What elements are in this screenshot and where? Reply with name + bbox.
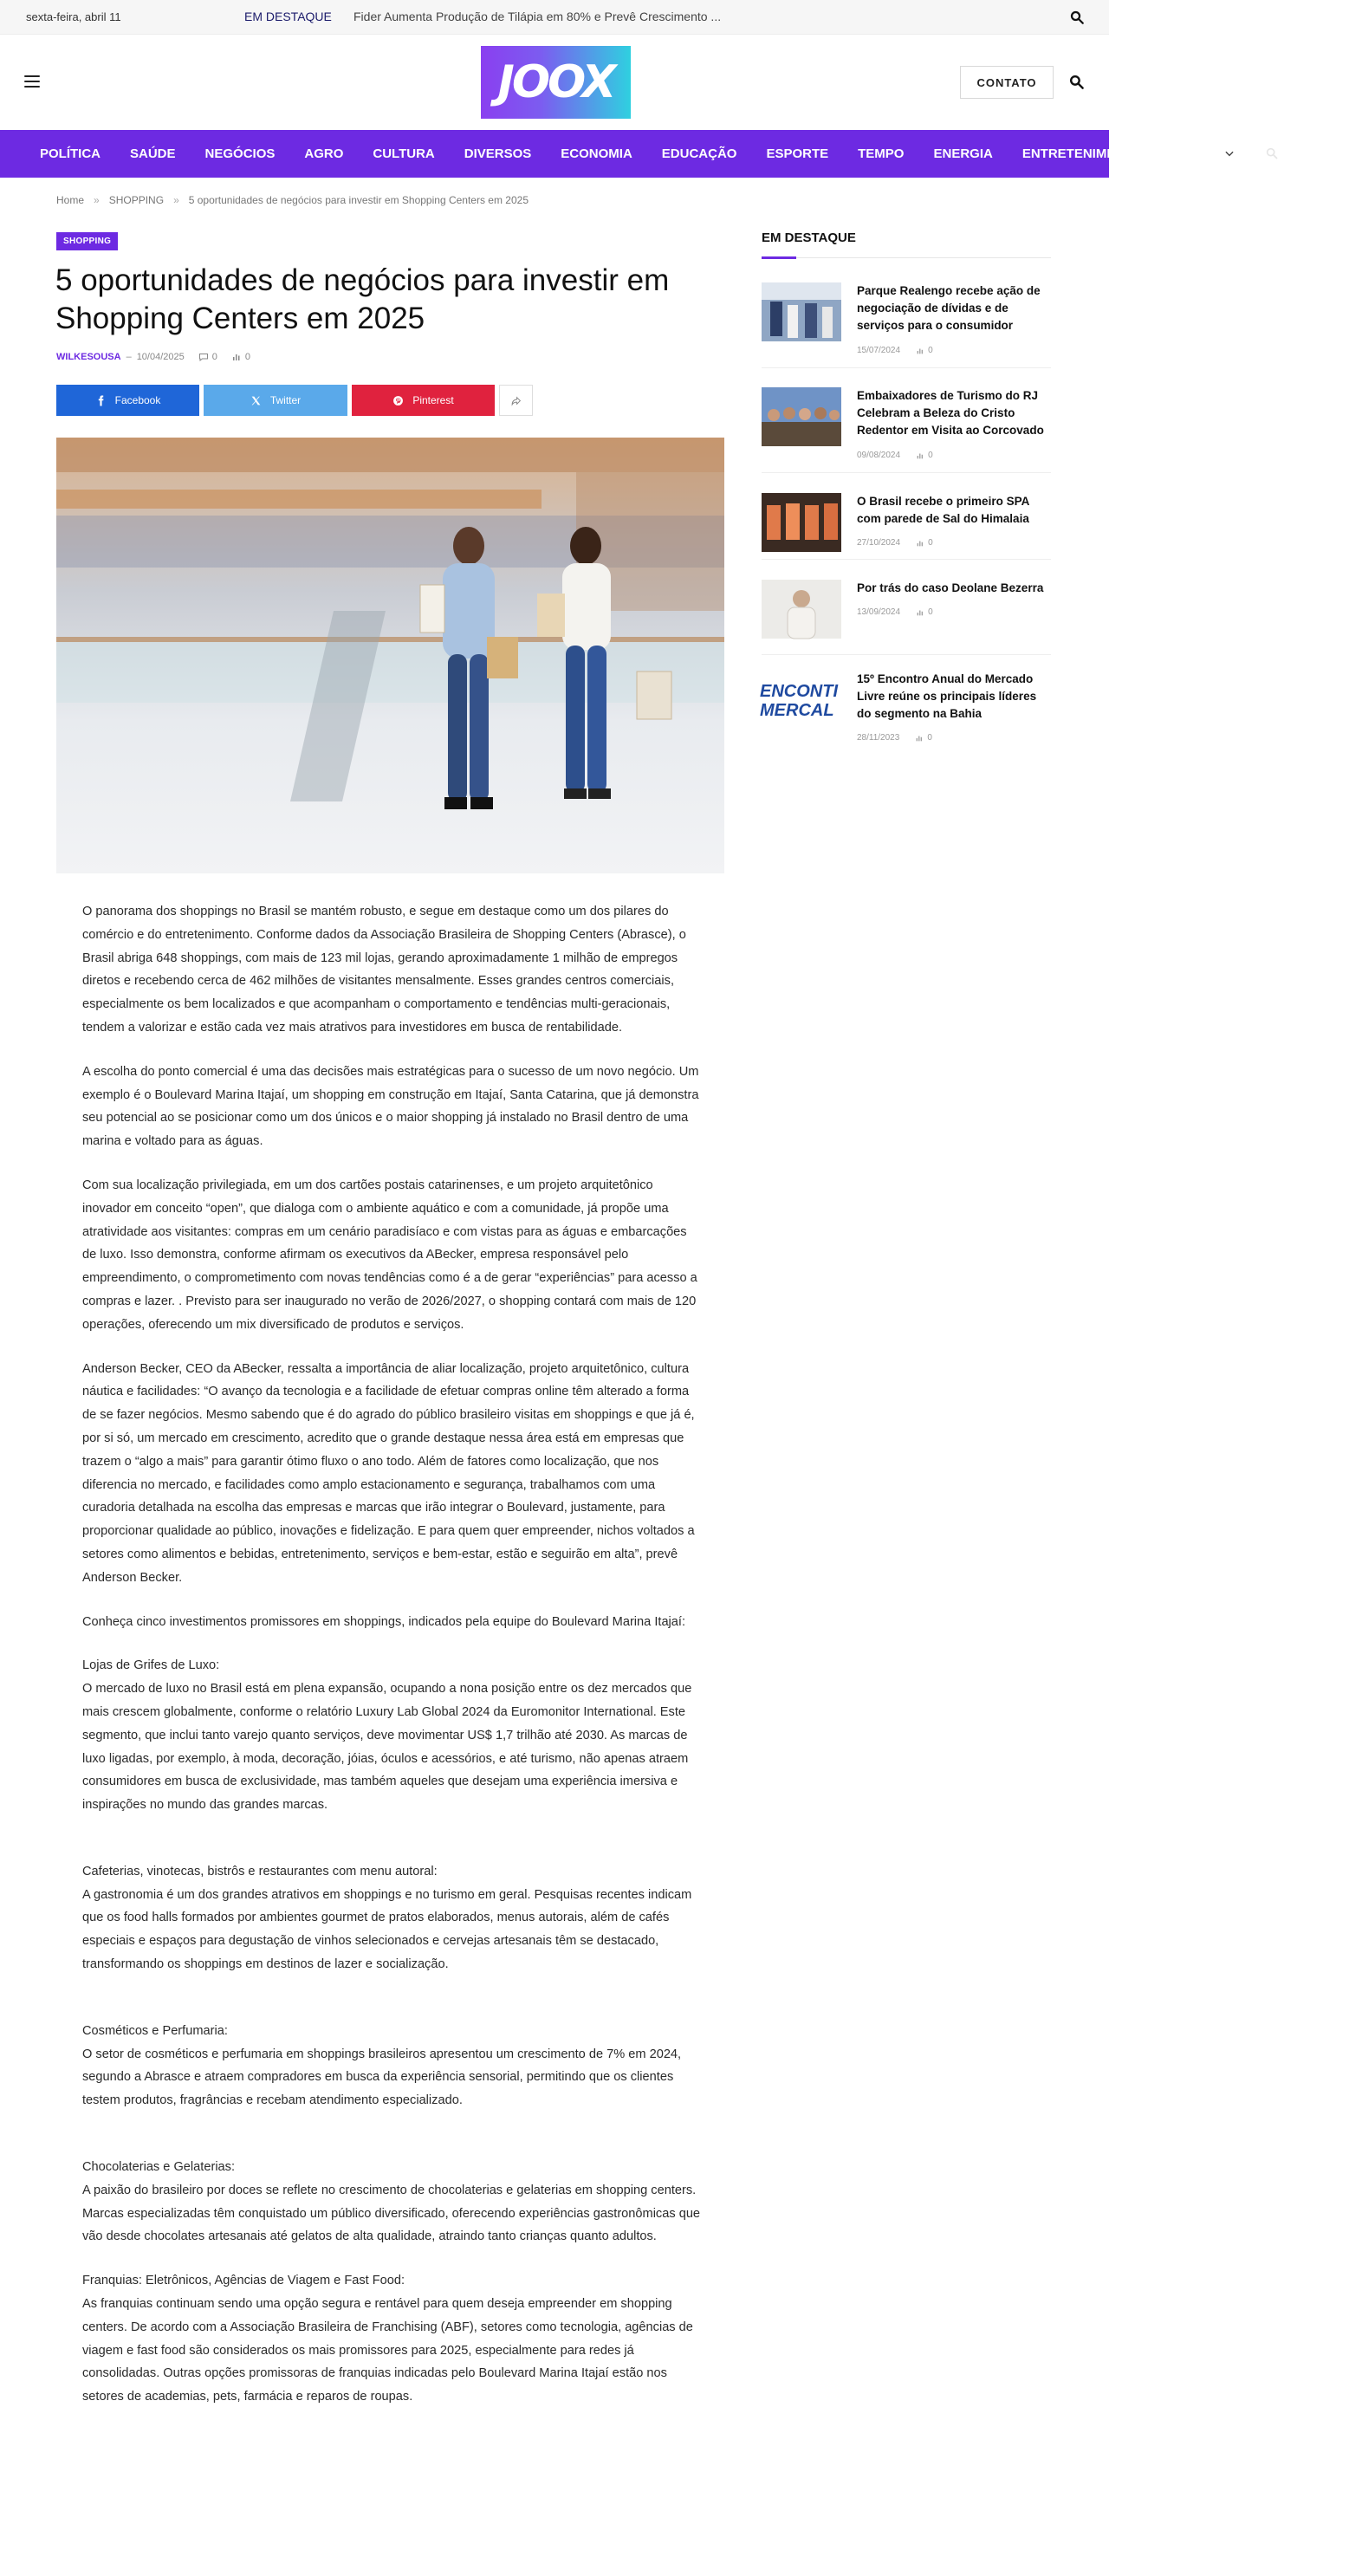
post-thumbnail[interactable]: [762, 671, 841, 730]
divider: [762, 654, 1051, 655]
section-heading: Franquias: Eletrônicos, Agências de Viagem e Fast Food:: [82, 2274, 405, 2288]
post-title[interactable]: Embaixadores de Turismo do RJ Celebram a Beleza do Cristo Redentor em Visita ao Corcovado: [857, 389, 1044, 437]
shopping-mall-photo: [56, 438, 724, 873]
logo-text: JOOX: [497, 56, 614, 108]
x-twitter-icon: [250, 395, 262, 406]
article-paragraph: Anderson Becker, CEO da ABecker, ressalta a importância de aliar localização, projeto arquitetônico, cultura náutica e facilidades: “O avanço da tecnologia e a facilidade de efetuar compras online têm alterado a forma de se fazer negócios. Mesmo sabendo que é do agrado do público brasileiro visitas em shoppings e que já é, por si só, um mercado em crescimento, acredito que o grande destaque nessa área está em empresas que trazem o “algo a mais” para garantir ótimo fluxo o ano todo. Além de fatores como localização, que nos diferencia no mercado, e facilidades como amplo estacionamento e segurança, trabalhamos com uma curadoria detalhada na escolha das empresas e marcas que irão integrar o Boulevard, justamente, para proporcionar qualidade ao público, inovações e fidelização. E para quem quer empreender, nichos voltados a setores como alimentos e bebidas, entretenimento, serviços e bem-estar, estão e seguirão em alta”, prevê Anderson Becker.: [82, 1361, 695, 1585]
breadcrumb: Home » SHOPPING » 5 oportunidades de negócios para investir em Shopping Centers em 2025: [56, 194, 529, 206]
nav-item-agro[interactable]: AGRO: [304, 146, 344, 161]
sidebar-post[interactable]: [762, 671, 1051, 750]
main-nav: [0, 130, 1143, 178]
breadcrumb-current: 5 oportunidades de negócios para investir em Shopping Centers em 2025: [188, 194, 529, 206]
post-date: 15/07/2024: [857, 346, 901, 355]
nav-item-energia[interactable]: ENERGIA: [933, 146, 993, 161]
divider-accent: [762, 256, 796, 259]
post-date: 13/09/2024: [857, 607, 901, 617]
post-views: 0: [928, 451, 933, 460]
post-title[interactable]: O Brasil recebe o primeiro SPA com parede de Sal do Himalaia: [857, 495, 1029, 525]
post-title[interactable]: 15º Encontro Anual do Mercado Livre reúne os principais líderes do segmento na Bahia: [857, 672, 1037, 720]
nav-item-economia[interactable]: ECONOMIA: [561, 146, 632, 161]
breadcrumb-category[interactable]: SHOPPING: [108, 194, 165, 206]
post-meta: [857, 733, 932, 743]
sidebar-post[interactable]: [762, 580, 1051, 642]
post-date: 09/08/2024: [857, 451, 901, 460]
article-paragraph: Conheça cinco investimentos promissores em shoppings, indicados pela equipe do Boulevard Marina Itajaí:: [82, 1614, 686, 1629]
views-icon: [916, 539, 924, 548]
nav-item-esporte[interactable]: ESPORTE: [766, 146, 829, 161]
search-icon[interactable]: [1068, 74, 1085, 90]
comment-icon[interactable]: [198, 352, 209, 362]
contact-button[interactable]: CONTATO: [960, 66, 1054, 99]
top-bar: [0, 0, 1109, 35]
article-paragraph: Com sua localização privilegiada, em um dos cartões postais catarinenses, e um projeto arquitetônico inovador em conceito “open”, que dialoga com o ambiente aquático e com a comunidade, já propõe uma atratividade aos visitantes: compras em um cenário paradisíaco e com vistas para as águas e embarcações de luxo. Isso demonstra, conforme afirmam os executivos da ABecker, empresa responsável pelo empreendimento, o comprometimento com novas tendências como é a de gerar “experiências” para acesso a compras e lazer. . Previsto para ser inaugurado no verão de 2026/2027, o shopping contará com mais de 120 operações, oferecendo um mix diversificado de produtos e serviços.: [82, 1178, 697, 1332]
section-heading: Cosméticos e Perfumaria:: [82, 2023, 228, 2038]
post-thumbnail[interactable]: [762, 282, 841, 341]
post-views: 0: [927, 733, 932, 743]
post-date: 27/10/2024: [857, 538, 901, 548]
nav-item-diversos[interactable]: DIVERSOS: [464, 146, 532, 161]
section-text: O setor de cosméticos e perfumaria em shoppings brasileiros apresentou um crescimento de 7% em 2024, segundo a Abrasce e atraem compradores em busca da experiência sensorial, permitindo que os clientes testem produtos, fragrâncias e recebam atendimento especializado.: [82, 2047, 682, 2108]
facebook-icon: [95, 395, 107, 406]
post-meta: [857, 607, 933, 617]
views-icon: [916, 451, 924, 460]
post-title[interactable]: Por trás do caso Deolane Bezerra: [857, 581, 1044, 594]
site-logo[interactable]: [481, 46, 631, 119]
post-meta: [857, 538, 933, 548]
chevron-down-icon[interactable]: [1223, 147, 1236, 159]
sidebar-post[interactable]: [762, 282, 1051, 355]
post-thumbnail[interactable]: [762, 493, 841, 552]
category-badge[interactable]: SHOPPING: [56, 232, 118, 250]
article-meta: WILKESOUSA – 10/04/2025 0 0: [56, 352, 250, 362]
sidebar-post[interactable]: [762, 493, 1051, 555]
views-icon: [915, 734, 924, 743]
divider: [762, 367, 1051, 368]
share-twitter-button[interactable]: Twitter: [204, 385, 347, 416]
views-icon: [916, 608, 924, 617]
section-heading: Chocolaterias e Gelaterias:: [82, 2160, 236, 2175]
section-text: O mercado de luxo no Brasil está em plena expansão, ocupando a nona posição entre os dez mercados que mais crescem globalmente, conforme o relatório Luxury Lab Global 2024 da Euromonitor International. Este segmento, que inclui tanto varejo quanto serviços, deve movimentar US$ 1,7 trilhão até 2030. As marcas de luxo ligadas, por exemplo, à moda, decoração, jóias, óculos e acessórios, e até turismo, não apenas atraem consumidores em busca de exclusividade, mas também aqueles que desejam uma experiência imersiva e inspirações no mundo das grandes marcas.: [82, 1682, 692, 1813]
post-meta: [857, 346, 933, 355]
section-text: A paixão do brasileiro por doces se reflete no crescimento de chocolaterias e gelaterias em shopping centers. Marcas especializadas têm conquistado um público diversificado, oferecendo experiências gastronômicas que vão desde chocolates artesanais até gelatos de alta qualidade, atraindo tanto crianças quanto adultos.: [82, 2183, 701, 2244]
nav-item-negocios[interactable]: NEGÓCIOS: [204, 146, 276, 161]
section-text: A gastronomia é um dos grandes atrativos em shoppings e no turismo em geral. Pesquisas recentes indicam que os food halls formados por ambientes gourmet de pratos elaborados, menus autorais, além de cafés especiais e espaços para degustação de vinhos selecionados e cervejas artesanais têm se destacado, transformando os shoppings em destinos de lazer e socialização.: [82, 1887, 692, 1972]
divider: [762, 472, 1051, 473]
svg-text:ENCONTIMERCAL: ENCONTI MERCAL: [760, 682, 838, 720]
views-icon: [231, 352, 242, 362]
search-icon[interactable]: [1069, 10, 1085, 25]
nav-item-tempo[interactable]: TEMPO: [858, 146, 905, 161]
nav-item-cultura[interactable]: CULTURA: [373, 146, 435, 161]
nav-item-entretenimento[interactable]: ENTRETENIMENTO: [1021, 146, 1143, 161]
menu-icon[interactable]: [24, 75, 40, 88]
share-icon: [510, 395, 522, 406]
highlight-label: EM DESTAQUE: [244, 10, 332, 23]
article-date: 10/04/2025: [136, 352, 185, 362]
section-text: As franquias continuam sendo uma opção segura e rentável para quem deseja empreender em shopping centers. De acordo com a Associação Brasileira de Franchising (ABF), setores como tecnologia, agências de viagem e fast food são considerados os mais promissores para 2025, especialmente para redes já consolidadas. Outras opções promissoras de franquias indicadas pelo Boulevard Marina Itajaí estão nos setores de academias, pets, farmácia e reparos de roupas.: [82, 2297, 693, 2404]
post-views: 0: [928, 607, 933, 617]
share-pinterest-button[interactable]: Pinterest: [352, 385, 495, 416]
breadcrumb-home[interactable]: Home: [56, 194, 85, 206]
divider: [762, 257, 1051, 258]
article-title: 5 oportunidades de negócios para investir em Shopping Centers em 2025: [55, 263, 670, 335]
post-views: 0: [928, 346, 933, 355]
post-title[interactable]: Parque Realengo recebe ação de negociação de dívidas e de serviços para o consumidor: [857, 284, 1041, 332]
current-date: sexta-feira, abril 11: [26, 10, 121, 23]
search-icon[interactable]: [1265, 146, 1279, 160]
article-hero-image: [56, 438, 724, 873]
sidebar-post[interactable]: [762, 387, 1051, 460]
nav-item-saude[interactable]: SAÚDE: [130, 146, 176, 161]
views-icon: [916, 347, 924, 355]
nav-item-politica[interactable]: POLÍTICA: [40, 146, 101, 161]
article-body: [82, 900, 702, 2430]
section-heading: Cafeterias, vinotecas, bistrôs e restaurantes com menu autoral:: [82, 1864, 438, 1878]
share-more-button[interactable]: [499, 385, 533, 416]
site-header: [0, 36, 1109, 130]
post-thumbnail[interactable]: [762, 387, 841, 446]
post-thumbnail[interactable]: [762, 580, 841, 639]
view-count: 0: [244, 352, 250, 362]
share-facebook-button[interactable]: Facebook: [56, 385, 199, 416]
post-views: 0: [928, 538, 933, 548]
post-date: 28/11/2023: [857, 733, 900, 743]
author-link[interactable]: WILKESOUSA: [56, 352, 121, 362]
comment-count: 0: [211, 352, 217, 362]
section-heading: Lojas de Grifes de Luxo:: [82, 1658, 220, 1673]
divider: [762, 559, 1051, 560]
article-paragraph: O panorama dos shoppings no Brasil se mantém robusto, e segue em destaque como um dos pilares do comércio e do entretenimento. Conforme dados da Associação Brasileira de Shopping Centers (Abrasce), o Brasil abriga 648 shoppings, com mais de 123 mil lojas, gerando aproximadamente 1 milhão de empregos diretos e recebendo cerca de 462 milhões de visitantes mensalmente. Esses grandes centros comerciais, especialmente os bem localizados e que acompanham o comportamento e tendências multi-geracionais, tendem a valorizar e estão cada vez mais atrativos para investidores em busca de rentabilidade.: [82, 905, 686, 1035]
pinterest-icon: [392, 395, 404, 406]
article-paragraph: A escolha do ponto comercial é uma das decisões mais estratégicas para o sucesso de um novo negócio. Um exemplo é o Boulevard Marina Itajaí, um shopping em construção em Itajaí, Santa Catarina, que já demonstra seu potencial ao se posicionar como um dos únicos e o maior shopping já instalado no Brasil dentro de uma marina e voltado para as águas.: [82, 1064, 699, 1149]
sidebar-title: EM DESTAQUE: [762, 230, 856, 245]
post-meta: [857, 451, 933, 460]
highlight-ticker-link[interactable]: Fider Aumenta Produção de Tilápia em 80% e Prevê Crescimento ...: [353, 10, 722, 23]
nav-item-educacao[interactable]: EDUCAÇÃO: [661, 146, 737, 161]
